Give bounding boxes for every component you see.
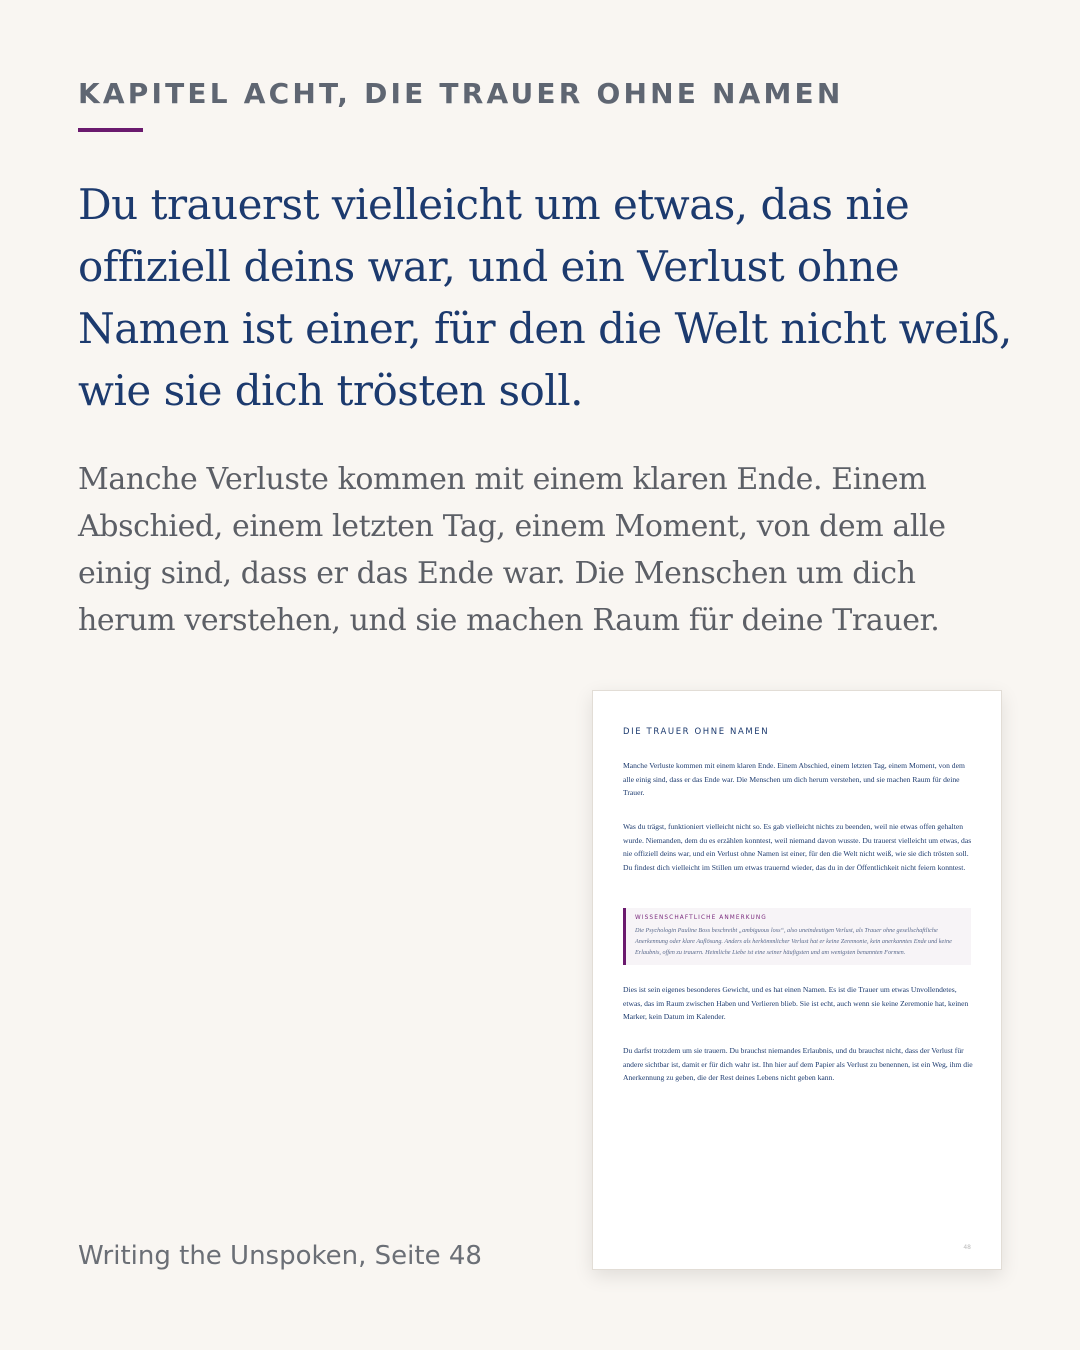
lead-paragraph: Manche Verluste kommen mit einem klaren Ende. Einem Abschied, einem letzten Tag, einem Moment, von dem alle einig sind, dass er das Ende war. Die Menschen um dich herum verstehen, und sie machen Raum für deine Trauer.: [78, 462, 946, 638]
source-citation: Writing the Unspoken, Seite 48: [78, 1241, 482, 1271]
accent-rule: [78, 128, 143, 132]
page-paragraph-1: Manche Verluste kommen mit einem klaren Ende. Einem Abschied, einem letzten Tag, einem Moment, von dem alle einig sind, dass er das Ende war. Die Menschen um dich herum verstehen, und sie machen Raum für deine Trauer.: [623, 761, 965, 798]
page-paragraph-2: Was du trägst, funktioniert vielleicht nicht so. Es gab vielleicht nichts zu beenden, weil nie etwas offen gehalten wurde. Niemanden, dem du es erzählen konntest, weil niemand davon wusste. Du trauerst vielleicht um etwas, das nie offiziell deins war, und ein Verlust ohne Namen ist einer, für den die Welt nicht weiß, wie sie dich trösten soll. Du findest dich vielleicht im Stillen um etwas trauernd wieder, das du in der Öffentlichkeit nicht feiern konntest.: [623, 822, 972, 872]
scientific-note-box: [623, 908, 971, 965]
headline-quote: Du trauerst vielleicht um etwas, das nie offiziell deins war, und ein Verlust ohne Namen ist einer, für den die Welt nicht weiß, wie sie dich trösten soll.: [78, 180, 1012, 415]
page-number: 48: [963, 1244, 971, 1251]
book-page-preview: [592, 690, 1002, 1270]
page-paragraph-4: Du darfst trotzdem um sie trauern. Du brauchst niemandes Erlaubnis, und du brauchst nicht, dass der Verlust für andere sichtbar ist, damit er für dich wahr ist. Ihn hier auf dem Papier als Verlust zu benennen, ist ein Weg, ihm die Anerkennung zu geben, die der Rest deines Lebens nicht geben kann.: [623, 1046, 973, 1083]
note-label: WISSENSCHAFTLICHE ANMERKUNG: [635, 915, 767, 921]
page-paragraph-3: Dies ist sein eigenes besonderes Gewicht, und es hat einen Namen. Es ist die Trauer um etwas Unvollendetes, etwas, das im Raum zwischen Haben und Verlieren blieb. Sie ist echt, auch wenn sie keine Zeremonie hat, keinen Marker, kein Datum im Kalender.: [623, 985, 969, 1022]
note-text: Die Psychologin Pauline Boss beschreibt „ambiguous loss“, also uneindeutigen Verlust, als Trauer ohne gesellschaftliche Anerkennung oder klare Auflösung. Anders als herkömmlicher Verlust hat er keine Zeremonie, kein anerkanntes Ende und keine Erlaubnis, offen zu trauern. Heimliche Liebe ist eine seiner häufigsten und am wenigsten benannten Formen.: [635, 927, 952, 957]
page-heading: DIE TRAUER OHNE NAMEN: [623, 727, 770, 737]
chapter-kicker: KAPITEL ACHT, DIE TRAUER OHNE NAMEN: [78, 77, 844, 110]
